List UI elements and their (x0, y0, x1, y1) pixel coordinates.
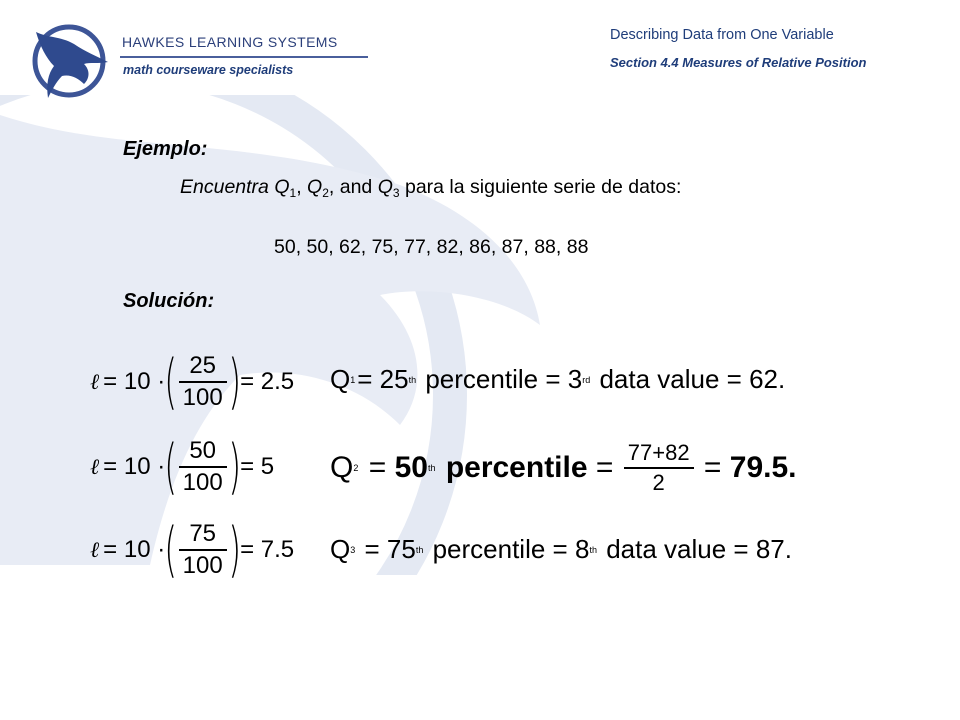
quartile-line-2 (330, 440, 797, 496)
q3-symbol: Q (377, 176, 393, 198)
average-fraction (624, 440, 694, 496)
fraction-denominator: 100 (182, 469, 223, 496)
separator: , (328, 176, 335, 198)
percent-value: 25 (379, 364, 409, 394)
dataset-values: 50, 50, 62, 75, 77, 82, 86, 87, 88, 88 (274, 236, 589, 258)
right-paren: ) (227, 515, 241, 585)
q-symbol: Q (330, 451, 354, 484)
data-value-word: data value (606, 534, 727, 564)
data-value-word: data value (599, 364, 720, 394)
formula-result: = 7.5 (240, 536, 295, 563)
formula-lhs: = 10 · (103, 368, 166, 395)
q2-symbol: Q (307, 176, 323, 198)
percent-value: 50 (394, 451, 428, 484)
formula-result: = 5 (240, 453, 275, 480)
q-symbol: Q (330, 364, 351, 394)
rank-value: 3 (567, 364, 583, 394)
solution-label: Solución: (123, 290, 215, 312)
fraction-denominator: 100 (182, 552, 223, 579)
course-topic: Describing Data from One Variable (610, 27, 834, 43)
quartile-answer: 62. (749, 364, 786, 394)
q-symbol: Q (330, 534, 351, 564)
index-formula-2 (90, 432, 275, 502)
formula-lhs: = 10 · (103, 536, 166, 563)
index-formula-3 (90, 515, 295, 585)
quartile-answer: 87. (755, 534, 792, 564)
fraction-denominator: 100 (182, 384, 223, 411)
right-paren: ) (227, 432, 241, 502)
index-formula-1 (90, 347, 295, 417)
ordinal-suffix: th (408, 374, 417, 385)
q1-subscript: 1 (289, 186, 297, 200)
quartile-line-3 (330, 534, 792, 565)
right-paren: ) (227, 347, 241, 417)
percent-value: 75 (386, 534, 416, 564)
equals: = (726, 364, 742, 394)
brand-tagline: math courseware specialists (123, 63, 294, 77)
prompt-lead: Encuentra (180, 176, 269, 198)
fraction-denominator: 2 (652, 470, 665, 495)
ordinal-suffix: th (589, 544, 597, 555)
percentile-word: percentile (432, 534, 546, 564)
brand-divider (120, 56, 368, 58)
equals: = (364, 534, 380, 564)
q-subscript: 1 (350, 374, 356, 385)
and-word: and (339, 176, 373, 198)
fraction-numerator: 50 (189, 437, 217, 464)
percent-fraction (179, 437, 227, 497)
q2-subscript: 2 (322, 186, 329, 200)
formula-lhs: = 10 · (103, 453, 166, 480)
example-prompt (180, 176, 681, 200)
ell-symbol: ℓ (90, 455, 100, 480)
q-subscript: 2 (353, 463, 359, 473)
left-paren: ( (164, 515, 178, 585)
left-paren: ( (164, 432, 178, 502)
prompt-tail: para la siguiente serie de datos: (404, 176, 682, 198)
ordinal-suffix: th (427, 463, 436, 473)
percent-fraction (179, 520, 227, 580)
ell-symbol: ℓ (90, 538, 100, 563)
equals: = (545, 364, 561, 394)
left-paren: ( (164, 347, 178, 417)
ell-symbol: ℓ (90, 370, 100, 395)
equals: = (733, 534, 749, 564)
equals: = (368, 451, 387, 484)
ordinal-suffix: rd (582, 374, 591, 385)
brand-name: HAWKES LEARNING SYSTEMS (122, 34, 338, 50)
example-label: Ejemplo: (123, 138, 208, 160)
percentile-word: percentile (425, 364, 539, 394)
eagle-watermark-icon (0, 95, 560, 575)
fraction-numerator: 77+82 (627, 440, 690, 465)
fraction-numerator: 75 (189, 520, 217, 547)
quartile-line-1 (330, 364, 785, 395)
percentile-word: percentile (445, 451, 588, 484)
equals: = (357, 364, 373, 394)
percent-fraction (179, 352, 227, 412)
section-title: Section 4.4 Measures of Relative Position (610, 55, 867, 70)
formula-result: = 2.5 (240, 368, 295, 395)
q-subscript: 3 (350, 544, 356, 555)
equals: = (595, 451, 614, 484)
fraction-numerator: 25 (189, 352, 217, 379)
separator: , (296, 176, 302, 198)
rank-value: 8 (574, 534, 590, 564)
equals: = (552, 534, 568, 564)
eagle-logo-icon (30, 22, 112, 100)
quartile-answer: 79.5. (729, 451, 797, 484)
ordinal-suffix: th (415, 544, 424, 555)
q3-subscript: 3 (392, 186, 400, 200)
equals: = (703, 451, 722, 484)
q1-symbol: Q (274, 176, 290, 198)
